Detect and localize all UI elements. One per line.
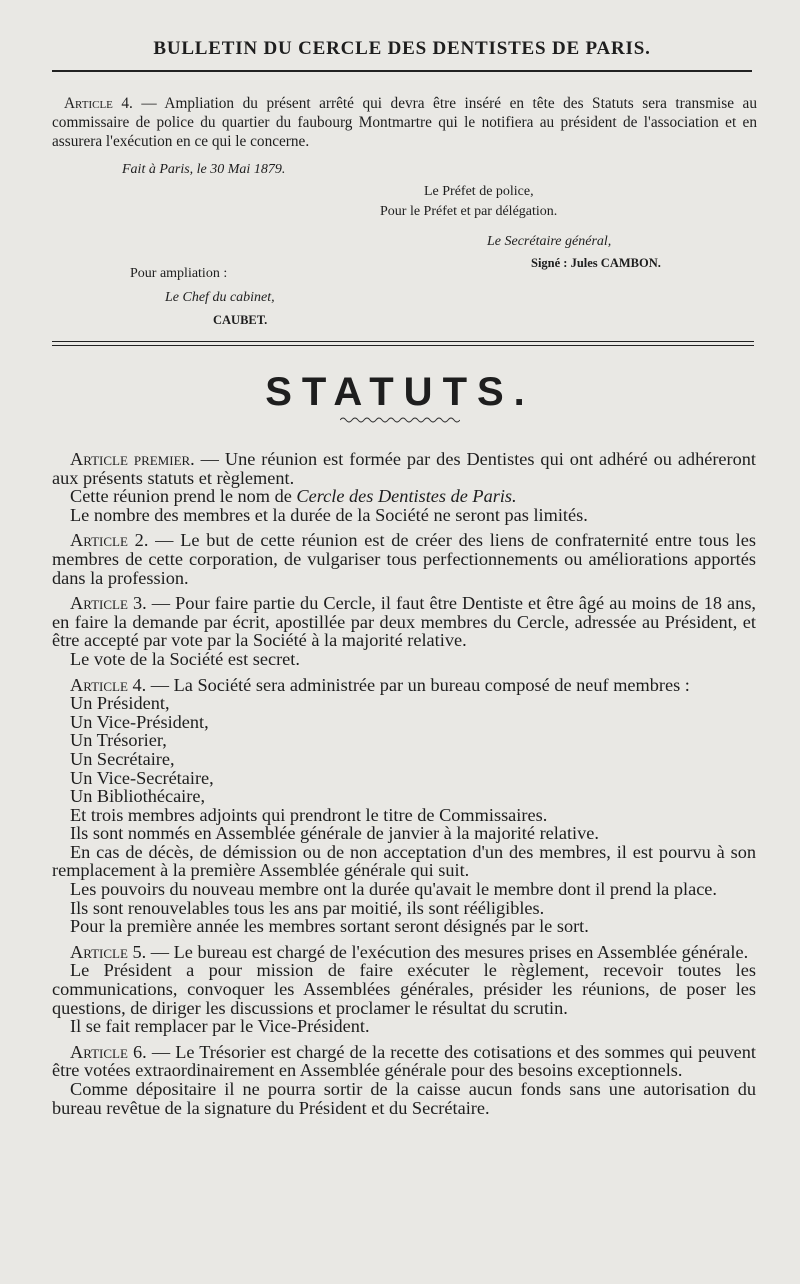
- chef-name: CAUBET.: [213, 313, 268, 327]
- article-label: Article 6.: [70, 1041, 147, 1062]
- article-text: — Le Trésorier est chargé de la recette des cotisations et des sommes qui peuvent être votées extraordinairement en Assemblée générale pour des besoins exceptionnels.: [52, 1041, 756, 1081]
- list-item: Un Vice-Secrétaire,: [70, 767, 214, 788]
- article-paragraph: Le nombre des membres et la durée de la Société ne seront pas limités.: [70, 504, 588, 525]
- society-name: Cercle des Dentistes de Paris.: [296, 486, 517, 507]
- article-label: Article premier.: [70, 449, 195, 469]
- article-paragraph: [52, 594, 756, 650]
- article-paragraph: [52, 450, 756, 487]
- ampliation-label: Pour ampliation :: [130, 266, 228, 281]
- article-label: Article 4.: [64, 95, 133, 112]
- list-item: Un Secrétaire,: [70, 748, 175, 769]
- article-text: — Le bureau est chargé de l'exécution des mesures prises en Assemblée générale.: [146, 941, 749, 962]
- list-item: Un Vice-Président,: [70, 711, 209, 732]
- article-paragraph: Le Président a pour mission de faire exécuter le règlement, recevoir toutes les communications, convoquer les Assemblées générales, présider les réunions, de poser les questions, de diriger les discussions et proclamer le résultat du scrutin.: [52, 960, 756, 1018]
- decorative-flourish: [340, 416, 460, 424]
- section-rule: [52, 341, 754, 342]
- article-text: — Pour faire partie du Cercle, il faut être Dentiste et être âgé au moins de 18 ans, en faire la demande par écrit, apostillée par deux membres du Cercle, adressée au Président, et être accepté par vote par la Société à la majorité relative.: [52, 593, 756, 651]
- decree-article: [52, 94, 757, 151]
- article-label: Article 3.: [70, 593, 147, 614]
- article-label: Article 4.: [70, 674, 147, 695]
- delegation-line: Pour le Préfet et par délégation.: [380, 204, 558, 219]
- article-paragraph: [52, 676, 756, 695]
- article-paragraph: Le vote de la Société est secret.: [70, 648, 300, 669]
- article-text: — Le but de cette réunion est de créer des liens de confraternité entre tous les membres de cette corporation, de vulgariser tous perfectionnements ou améliorations apportés dans la profession.: [52, 530, 756, 588]
- signed-line: Signé : Jules CAMBON.: [531, 256, 661, 270]
- section-title: STATUTS.: [265, 370, 535, 414]
- article-paragraph: [52, 531, 756, 587]
- article-paragraph: Il se fait remplacer par le Vice-Président.: [70, 1016, 370, 1037]
- list-item: Et trois membres adjoints qui prendront le titre de Commissaires.: [70, 804, 548, 825]
- article-paragraph: Comme dépositaire il ne pourra sortir de la caisse aucun fonds sans une autorisation du bureau revêtue de la signature du Président et du Secrétaire.: [52, 1079, 756, 1118]
- header-rule: [52, 70, 752, 72]
- list-item: Un Trésorier,: [70, 730, 167, 751]
- article-text: — La Société sera administrée par un bureau composé de neuf membres :: [146, 674, 690, 695]
- running-header: BULLETIN DU CERCLE DES DENTISTES DE PARIS.: [153, 38, 651, 59]
- article-paragraph: [52, 1043, 756, 1080]
- statuts-body: [52, 450, 756, 1117]
- article-paragraph: Ils sont renouvelables tous les ans par moitié, ils sont rééligibles.: [70, 897, 545, 918]
- chef-title: Le Chef du cabinet,: [165, 290, 275, 305]
- list-item: Un Bibliothécaire,: [70, 786, 206, 807]
- article-label: Article 5.: [70, 941, 147, 962]
- prefet-line: Le Préfet de police,: [424, 184, 534, 199]
- article-text: — Une réunion est formée par des Dentistes qui ont adhéré ou adhéreront aux présents statuts et règlement.: [52, 449, 756, 488]
- article-paragraph: En cas de décès, de démission ou de non acceptation d'un des membres, il est pourvu à son remplacement à la première Assemblée générale qui suit.: [52, 841, 756, 881]
- date-line: Fait à Paris, le 30 Mai 1879.: [122, 162, 286, 177]
- article-paragraph: [52, 943, 756, 962]
- list-item: Un Président,: [70, 693, 170, 714]
- article-paragraph: Ils sont nommés en Assemblée générale de janvier à la majorité relative.: [70, 823, 599, 844]
- article-paragraph: Pour la première année les membres sortant seront désignés par le sort.: [70, 916, 589, 937]
- article-label: Article 2.: [70, 530, 149, 551]
- section-rule: [52, 345, 754, 346]
- article-paragraph: [52, 487, 756, 506]
- article-paragraph: Les pouvoirs du nouveau membre ont la durée qu'avait le membre dont il prend la place.: [70, 879, 717, 900]
- secretary-title: Le Secrétaire général,: [487, 234, 612, 249]
- article-text: — Ampliation du présent arrêté qui devra être inséré en tête des Statuts sera transmise au commissaire de police du quartier du faubourg Montmartre qui le notifiera au président de l'association et en assurera l'exécution en ce qui le concerne.: [52, 95, 757, 150]
- article-text: Cette réunion prend le nom de: [70, 486, 297, 507]
